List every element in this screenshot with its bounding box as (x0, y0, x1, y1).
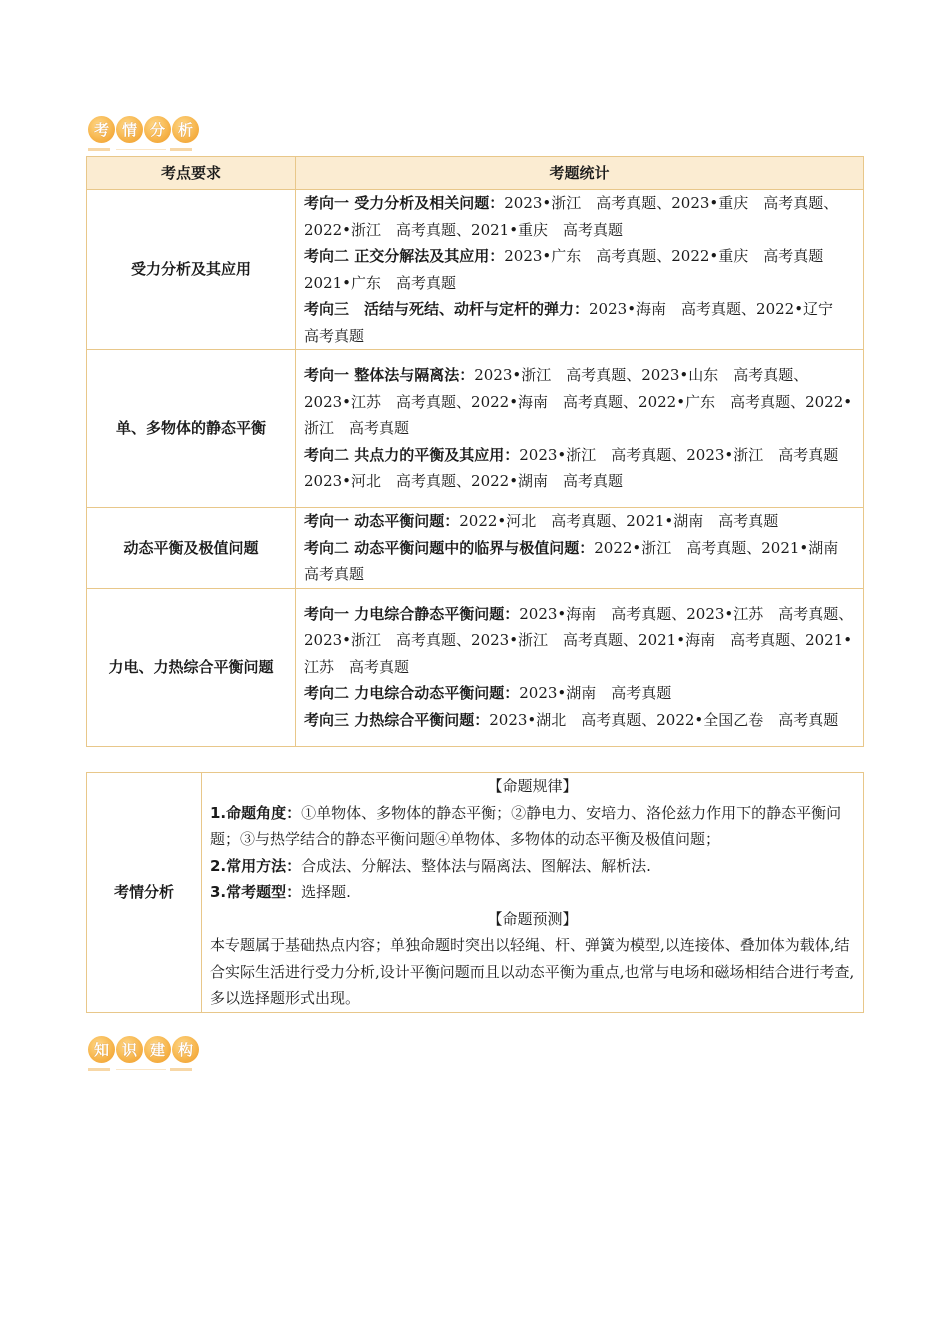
table-row (87, 588, 864, 746)
row-stats (296, 588, 864, 746)
badge-char: 识 (116, 1036, 143, 1063)
analysis-body (202, 773, 864, 1013)
analysis-item: 1.命题角度：①单物体、多物体的静态平衡；②静电力、安培力、洛伦兹力作用下的静态平衡问题；③与热学结合的静态平衡问题④单物体、多物体的动态平衡及极值问题； (210, 803, 842, 848)
section-badge-knowledge-structure (86, 1034, 204, 1074)
badge-char: 构 (172, 1036, 199, 1063)
badge-underline (170, 148, 192, 151)
badge-underline (116, 1069, 166, 1070)
badge-underline (88, 148, 110, 151)
row-stats (296, 508, 864, 589)
table-row (87, 773, 864, 1013)
badge-char: 建 (144, 1036, 171, 1063)
badge-underline (88, 1068, 110, 1071)
row-topic: 力电、力热综合平衡问题 (87, 588, 296, 746)
table-row (87, 190, 864, 350)
badge-underline (116, 149, 166, 150)
badge-char: 析 (172, 116, 199, 143)
row-topic: 受力分析及其应用 (87, 190, 296, 350)
badge-char: 知 (88, 1036, 115, 1063)
analysis-item: 2.常用方法：合成法、分解法、整体法与隔离法、图解法、解析法. (210, 856, 651, 875)
badge-char: 分 (144, 116, 171, 143)
exam-statistics-table (86, 156, 864, 747)
table-row (87, 350, 864, 508)
row-topic: 动态平衡及极值问题 (87, 508, 296, 589)
exam-analysis-table (86, 772, 864, 1013)
forecast-text: 本专题属于基础热点内容；单独命题时突出以轻绳、杆、弹簧为模型,以连接体、叠加体为载体,结合实际生活进行受力分析,设计平衡问题而且以动态平衡为重点,也常与电场和磁场相结合进行考查,多以选择题形式出现。 (210, 936, 855, 1007)
section-badge-exam-analysis (86, 114, 204, 154)
badge-underline (170, 1068, 192, 1071)
stat-line: 考向二 共点力的平衡及其应用：2023•浙江 高考真题、2023•浙江 高考真题 (304, 445, 839, 464)
stat-line: 考向二 动态平衡问题中的临界与极值问题：2022•浙江 高考真题、2021•湖南 高考真题 (304, 538, 854, 583)
forecast-title: 【命题预测】 (487, 909, 578, 928)
row-stats (296, 350, 864, 508)
stat-line: 考向一 受力分析及相关问题：2023•浙江 高考真题、2023•重庆 高考真题、2022•浙江 高考真题、2021•重庆 高考真题 (304, 194, 839, 239)
stat-line: 考向三 力热综合平衡问题：2023•湖北 高考真题、2022•全国乙卷 高考真题 (304, 710, 839, 729)
row-topic: 单、多物体的静态平衡 (87, 350, 296, 508)
row-stats (296, 190, 864, 350)
badge-char: 考 (88, 116, 115, 143)
stat-line: 考向二 力电综合动态平衡问题：2023•湖南 高考真题 (304, 684, 672, 703)
rule-title: 【命题规律】 (487, 777, 578, 795)
header-topic: 考点要求 (87, 157, 296, 190)
stat-line: 考向一 力电综合静态平衡问题：2023•海南 高考真题、2023•江苏 高考真题、2023•浙江 高考真题、2023•浙江 高考真题、2021•海南 高考真题、2021•江苏 高考真题 (304, 604, 854, 676)
stat-line: 考向一 动态平衡问题：2022•河北 高考真题、2021•湖南 高考真题 (304, 512, 779, 530)
badge-char: 情 (116, 116, 143, 143)
stat-line: 考向二 正交分解法及其应用：2023•广东 高考真题、2022•重庆 高考真题 2021•广东 高考真题 (304, 247, 824, 292)
table-header-row (87, 157, 864, 190)
table-row (87, 508, 864, 589)
stat-line: 考向一 整体法与隔离法：2023•浙江 高考真题、2023•山东 高考真题、2023•江苏 高考真题、2022•海南 高考真题、2022•广东 高考真题、2022•浙江 高考真题 (304, 366, 853, 438)
stat-line: 考向三 活结与死结、动杆与定杆的弹力：2023•海南 高考真题、2022•辽宁 高考真题 (304, 300, 849, 345)
analysis-item: 3.常考题型：选择题. (210, 883, 351, 901)
analysis-head: 考情分析 (87, 773, 202, 1013)
stat-line: 2023•河北 高考真题、2022•湖南 高考真题 (304, 472, 624, 491)
header-stats: 考题统计 (296, 157, 864, 190)
